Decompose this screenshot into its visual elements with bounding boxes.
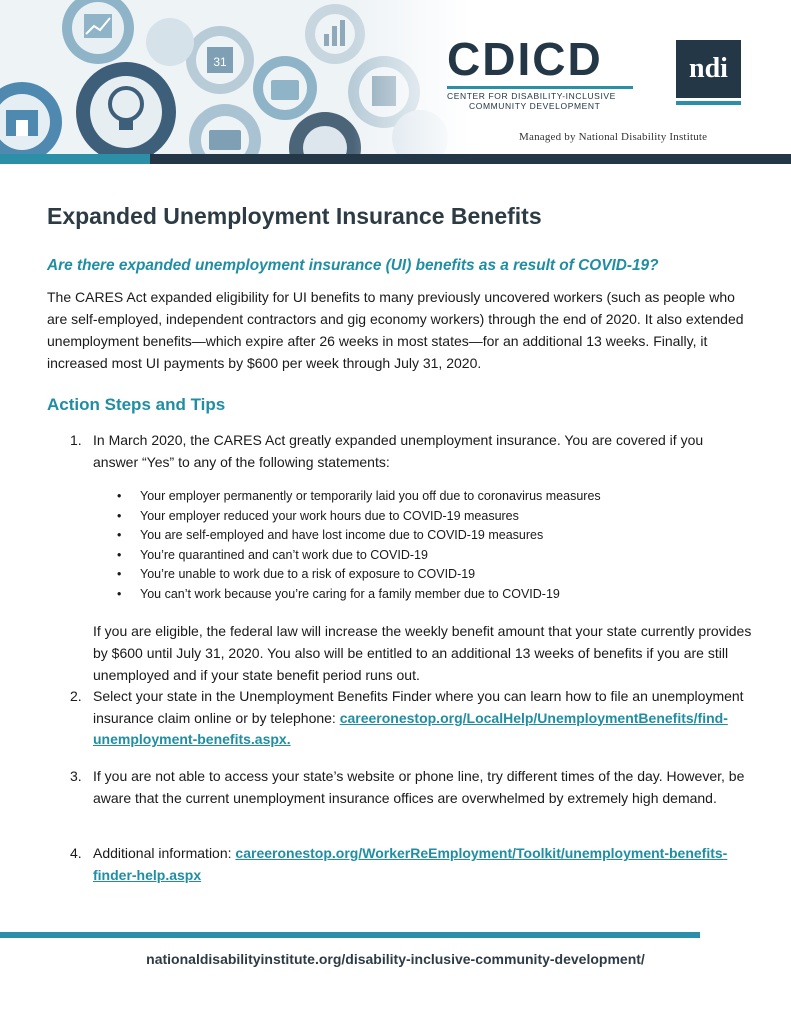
bullet-icon: • (117, 528, 122, 542)
cdicd-logo-rule (447, 86, 633, 89)
bullet-icon: • (117, 547, 122, 562)
footer-url[interactable]: nationaldisabilityinstitute.org/disability-inclusive-community-development/ (146, 951, 645, 967)
ndi-logo: ndi (676, 40, 741, 98)
step-4 (70, 843, 750, 886)
list-item-text: You are self-employed and have lost income due to COVID-19 measures (140, 528, 544, 542)
section-question: Are there expanded unemployment insurance (UI) benefits as a result of COVID-19? (47, 257, 659, 274)
list-item-text: You’re unable to work due to a risk of exposure to COVID-19 (140, 567, 476, 581)
step-number: 3. (70, 768, 82, 784)
finder-help-link[interactable]: careeronestop.org/WorkerReEmployment/Toolkit/unemployment-benefits-finder-help.aspx (93, 845, 728, 883)
list-item (117, 546, 737, 566)
list-item (117, 585, 737, 605)
list-item (117, 565, 737, 585)
unemployment-benefits-finder-link[interactable]: careeronestop.org/LocalHelp/UnemploymentBenefits/find-unemployment-benefits.aspx. (93, 709, 728, 747)
page-header (0, 0, 791, 160)
step-3 (70, 766, 750, 809)
list-item-text: You’re quarantined and can’t work due to COVID-19 (140, 547, 428, 562)
intro-paragraph: The CARES Act expanded eligibility for UI benefits to many previously uncovered workers (such as people who are self-employed, independent contractors and gig economy workers) through the end of 2020. It also extended unemployment benefits—which expire after 26 weeks in most states—for an additional 13 weeks. Finally, it increased most UI payments by $600 per week through July 31, 2020. (47, 289, 744, 371)
ndi-logo-rule (676, 101, 741, 105)
list-item (117, 507, 737, 527)
step-1-followup: If you are eligible, the federal law will increase the weekly benefit amount that your state currently provides by $600 until July 31, 2020. You also will be entitled to an additional 13 weeks of benefits if you are still unemployed and if your state benefit period runs out. (93, 623, 752, 683)
step-text: In March 2020, the CARES Act greatly expanded unemployment insurance. You are covered if you answer “Yes” to any of the following statements: (93, 432, 704, 470)
cdicd-logo-subtitle-line2: COMMUNITY DEVELOPMENT (469, 101, 601, 111)
list-item-text: Your employer reduced your work hours due to COVID-19 measures (140, 508, 519, 523)
step-text: Additional information: (93, 845, 232, 861)
bullet-icon: • (117, 586, 122, 601)
steps-heading: Action Steps and Tips (47, 395, 226, 414)
step-number: 1. (70, 432, 82, 448)
page-title: Expanded Unemployment Insurance Benefits (47, 203, 542, 229)
bullet-icon: • (117, 567, 122, 581)
step-text: Select your state in the Unemployment Benefits Finder where you can learn how to file an unemployment insurance claim online or by telephone: (93, 688, 744, 726)
footer-divider-bar (0, 932, 700, 938)
list-item (117, 487, 737, 507)
cdicd-logo (447, 33, 633, 111)
gears-banner-graphic (0, 0, 470, 156)
managed-by-text: Managed by National Disability Institute (519, 131, 708, 143)
step-text: If you are not able to access your state’s website or phone line, try different times of the day. However, be aware that the current unemployment insurance offices are overwhelmed by extremely high demand. (93, 768, 745, 806)
list-item-text: You can’t work because you’re caring for a family member due to COVID-19 (140, 586, 560, 601)
bullet-icon: • (117, 508, 122, 523)
header-divider-accent (0, 154, 150, 164)
bullet-icon: • (117, 489, 122, 503)
list-item-text: Your employer permanently or temporarily laid you off due to coronavirus measures (140, 489, 601, 503)
step-2 (70, 686, 750, 751)
eligibility-bullet-list (117, 487, 737, 604)
header-divider-bar (0, 154, 791, 164)
cdicd-logo-wordmark: CDICD (447, 33, 603, 85)
cdicd-logo-subtitle-line1: CENTER FOR DISABILITY-INCLUSIVE (447, 91, 616, 101)
step-number: 4. (70, 845, 82, 861)
step-number: 2. (70, 688, 82, 704)
step-1 (70, 430, 750, 473)
list-item (117, 526, 737, 546)
